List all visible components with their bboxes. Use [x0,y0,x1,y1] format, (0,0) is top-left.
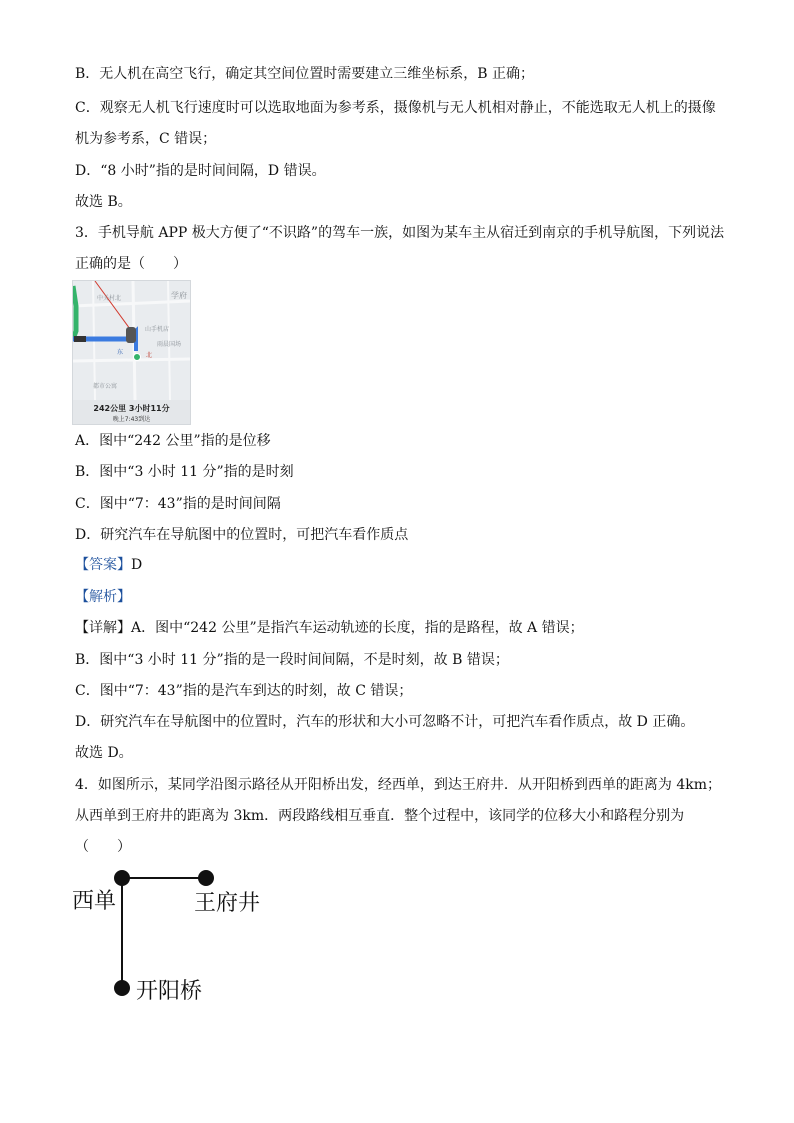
map-label: 北 [146,352,153,359]
map-label: 山手机店 [145,326,170,333]
xidan-point [114,870,130,886]
detail-a-text: A．图中“242 公里”是指汽车运动轨迹的长度，指的是路程，故 A 错误； [131,620,584,636]
line-choose-b: 故选 B。 [75,194,132,210]
line-c1: C．观察无人机飞行速度时可以选取地面为参考系，摄像机与无人机相对静止，不能选取无人机上的摄像 [75,100,716,116]
wangfujing-label: 王府井 [194,891,261,916]
question-4-line1: 4．如图所示，某同学沿图示路径从开阳桥出发，经西单，到达王府井．从开阳桥到西单的距离为 4km； [75,777,722,793]
route-diagram [70,862,290,1012]
option-d: D．研究汽车在导航图中的位置时，可把汽车看作质点 [75,527,409,543]
kaiyangqiao-point [114,980,130,996]
map-eta: 晚上7:43到达 [112,416,151,423]
map-info-bar [73,400,190,424]
xidan-label: 西单 [72,889,117,914]
question-4-line2: 从西单到王府井的距离为 3km．两段路线相互垂直．整个过程中，该同学的位移大小和路程分别为 [75,808,685,824]
option-c: C．图中“7：43”指的是时间间隔 [75,496,281,512]
map-label: 中关村北 [97,295,122,302]
map-label: 都市公寓 [93,383,118,390]
detail-line-c: C．图中“7：43”指的是汽车到达的时刻，故 C 错误； [75,683,413,699]
analysis-tag: 【解析】 [75,589,131,605]
detail-choose-d: 故选 D。 [75,745,133,761]
question-3-line2: 正确的是（ ） [75,256,187,272]
answer-tag: 【答案】 [75,557,131,573]
answer-line [75,555,142,575]
question-4-line3: （ ） [75,839,131,855]
kaiyangqiao-label: 开阳桥 [136,979,203,1004]
wangfujing-point [198,870,214,886]
detail-tag: 【详解】 [75,620,131,636]
line-c2: 机为参考系，C 错误； [75,131,217,147]
navigation-map-image [72,280,191,425]
line-d: D．“8 小时”指的是时间间隔，D 错误。 [75,163,326,179]
map-label: 学府 [171,291,187,300]
line-b: B．无人机在高空飞行，确定其空间位置时需要建立三维坐标系，B 正确； [75,66,535,82]
answer-value: D [131,557,143,573]
question-3-line1: 3．手机导航 APP 极大方便了“不识路”的驾车一族，如图为某车主从宿迁到南京的手机导航图，下列说法 [75,225,725,241]
option-a: A．图中“242 公里”指的是位移 [75,433,271,449]
map-label: 雨晨国场 [157,341,182,348]
map-distance: 242公里 3小时11分 [93,404,170,413]
detail-line-a [75,618,584,638]
detail-line-b: B．图中“3 小时 11 分”指的是一段时间间隔，不是时刻，故 B 错误； [75,652,509,668]
detail-line-d: D．研究汽车在导航图中的位置时，汽车的形状和大小可忽略不计，可把汽车看作质点，故 D 正确。 [75,714,695,730]
option-b: B．图中“3 小时 11 分”指的是时刻 [75,464,294,480]
map-label: 东 [117,349,124,356]
